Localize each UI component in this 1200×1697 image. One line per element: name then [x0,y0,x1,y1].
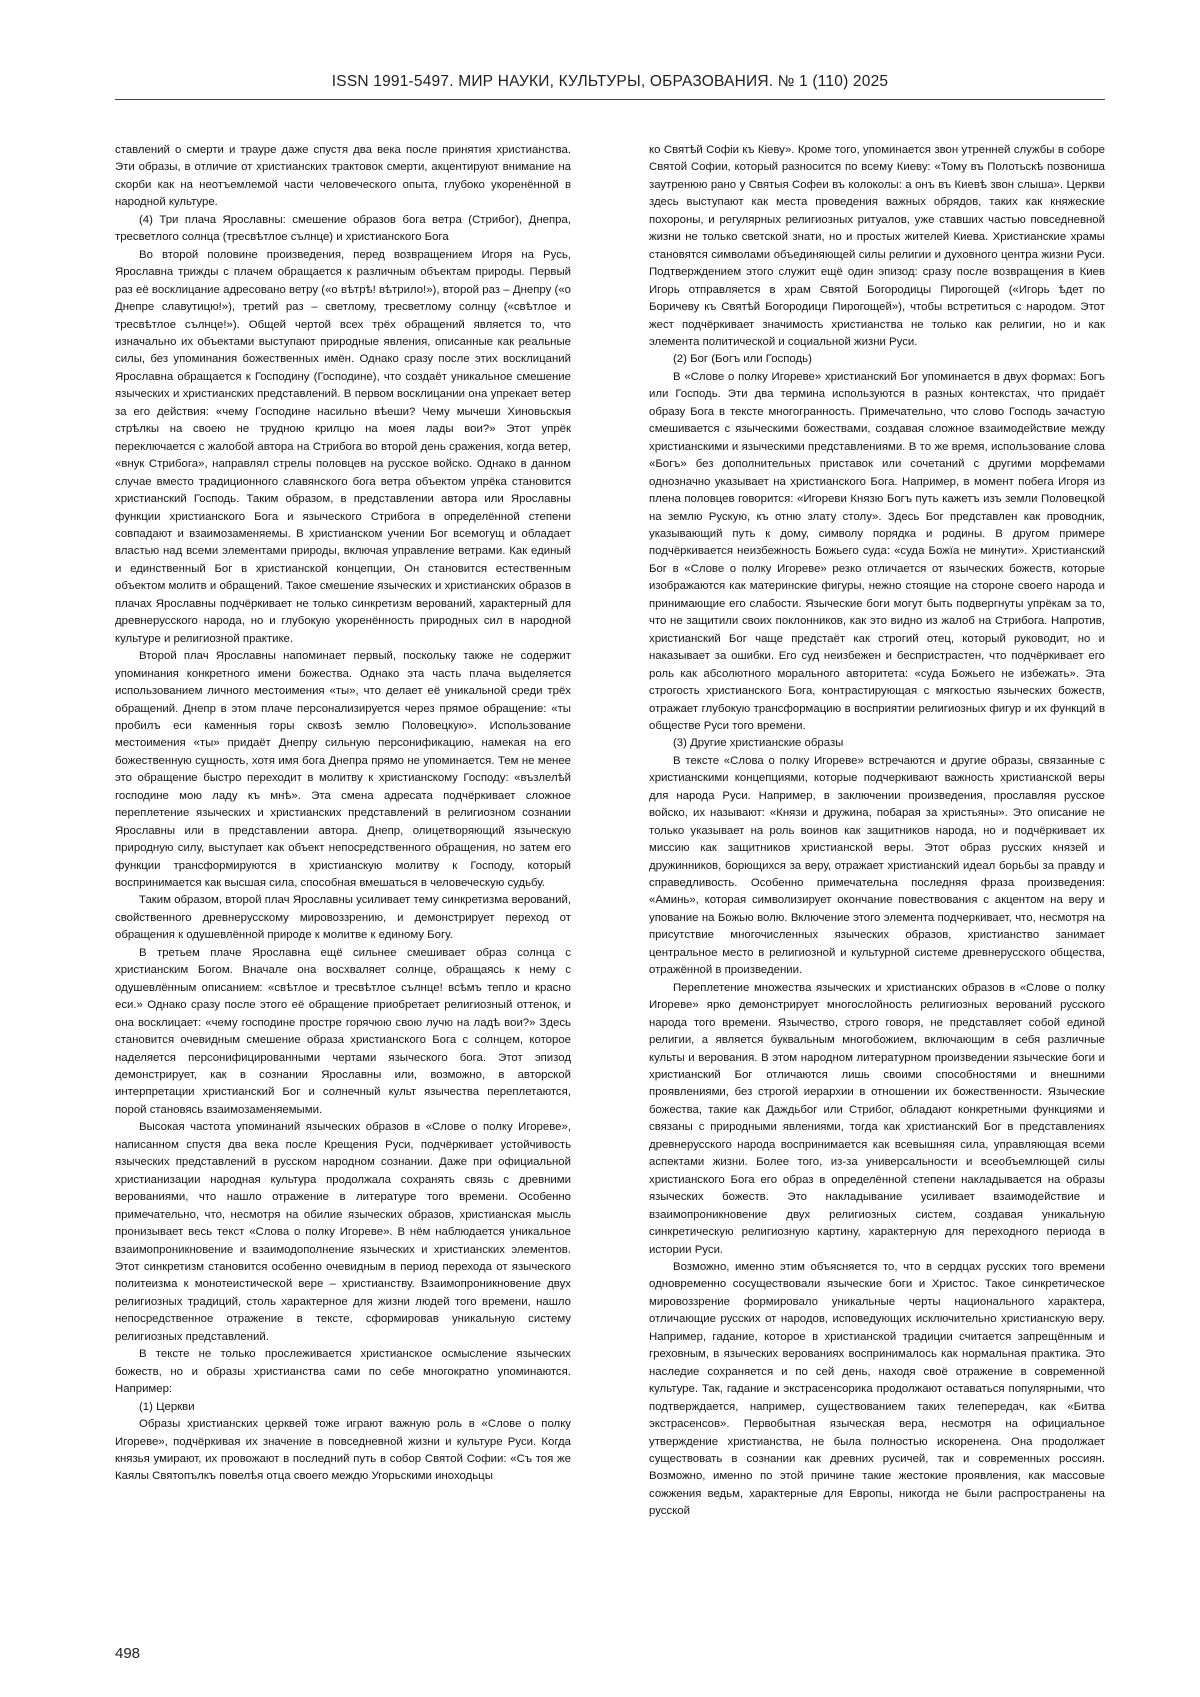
paragraph: Образы христианских церквей тоже играют важную роль в «Слове о полку Игореве», подчёркивая их значение в повседневной жизни и культуре Руси. Когда князья умирают, их провожают в последний путь в собор Святой Софии: «Съ тоя же Каялы Святопълкъ повелѣя отца своего междю Угорьскими иноходьцы [115,1418,571,1483]
paragraph: Высокая частота упоминаний языческих образов в «Слове о полку Игореве», написанном спустя два века после Крещения Руси, подчёркивает устойчивость языческих представлений в русском народном сознании. Даже при официальной христианизации народная культура продолжала сохранять связь с древними верованиями, что нашло отражение в литературе того времени. Особенно примечательно, что, несмотря на обилие языческих образов, христианская мысль пронизывает весь текст «Слова о полку Игореве». В нём наблюдается уникальное взаимопроникновение и взаимодополнение языческих и христианских элементов. Этот синкретизм становится особенно очевидным в период перехода от языческого политеизма к монотеистической вере – христианству. Взаимопроникновение двух религиозных традиций, столь характерное для жизни людей того времени, нашло непосредственное отражение в тексте, сформировав уникальную систему религиозных представлений. [115,1121,571,1343]
paragraph: В «Слове о полку Игореве» христианский Бог упоминается в двух формах: Богъ или Господь. Эти два термина используются в разных контекстах, что придаёт образу Бога в тексте многогранность. Примечательно, что слово Господь зачастую смешивается с языческими божествами, создавая сложное взаимодействие между христианскими и языческими представлениями. В то же время, использование слова «Богъ» без дополнительных приставок или сочетаний с другими морфемами однозначно указывает на христианского Бога. Например, в момент побега Игоря из плена половцев говорится: «Игореви Князю Богъ путь кажетъ изъ земли Половецкой на землю Рускую, къ отню злату столу». Здесь Бог представлен как проводник, указывающий путь к дому, символу порядка и родины. В другом примере подчёркивается неизбежность Божьего суда: «суда Божïа не минути». Христианский Бог в «Слове о полку Игореве» резко отличается от языческих божеств, которые изображаются как материнские фигуры, нежно стоящие на стороне своего народа и принимающие его слабости. Языческие боги могут быть подвергнуты упрёкам за то, что не защитили своих поклонников, как это видно из жалоб на Стрибога. Напротив, христианский Бог чаще предстаёт как строгий отец, который руководит, но и наказывает за ошибки. Его суд неизбежен и беспристрастен, что подчёркивает его роль как абсолютного морального авторитета: «суда Божьего не избежать». Эта строгость христианского Бога, контрастирующая с мягкостью языческих божеств, отражает глубокую трансформацию в восприятии религиозных фигур и их функций в обществе Руси того времени. [649,370,1105,732]
section-heading: (1) Церкви [139,1400,195,1413]
paragraph: ставлений о смерти и трауре даже спустя два века после принятия христианства. Эти образы, в отличие от христианских трактовок смерти, акцентируют внимание на скорби как на неотъемлемой части человеческого опыта, глубоко укоренённой в народной культуре. [115,144,571,209]
paragraph: ко Святѣй Софіи къ Кіеву». Кроме того, упоминается звон утренней службы в соборе Святой Софии, который разносится по всему Киеву: «Тому въ Полотьскѣ позвонишa заутренюю рано у Святыя Софеи въ колоколы: а онъ въ Киевѣ звон слыша». Церкви здесь выступают как места проведения важных обрядов, таких как княжеские похороны, и регулярных религиозных ритуалов, уже ставших частью повседневной жизни не только светской знати, но и простых жителей Киева. Христианские храмы становятся символами объединяющей силы религии и духовного центра жизни Руси. Подтверждением этого служит ещё один эпизод: сразу после возвращения в Киев Игорь отправляется в храм Святой Богородицы Пирогощей («Игорь ѣдет по Боричеву къ Святѣй Богородици Пирогощей»), чтобы встретиться с народом. Этот жест подчёркивает значимость христианства не только как религии, но и как элемента политической и социальной жизни Руси. [649,144,1105,348]
paragraph: Во второй половине произведения, перед возвращением Игоря на Русь, Ярославна трижды с плачем обращается к различным объектам природы. Первый раз её восклицание адресовано ветру («о вѣтрѣ! вѣтрило!»), второй раз – Днепру («о Днепре славутицю!»), третий раз – светлому, тресветлому солнцу («свѣтлое и тресвѣтлое сълнце!»). Общей чертой всех трёх обращений является то, что изначально их объектами выступают природные явления, описанные как реальные силы, без упоминания божественных имён. Однако сразу после этих восклицаний Ярославна обращается к Господину (Господине), что создаёт уникальное смешение языческих и христианских представлений. В первом восклицании она упрекает ветер за его действия: «чему Господине насильно вѣеши? Чему мычеши Хиновьскыя стрѣлкы на своею не трудною крилцю на моея лады вои?» Этот упрёк переключается с жалобой автора на Стрибога во второй день сражения, когда ветер, «внук Стрибога», направлял стрелы половцев на русское войско. Однако в данном случае вместо традиционного славянского бога ветра объектом упрёка становится христианский Господь. Таким образом, в представлении автора или Ярославны функции христианского Бога и языческого Стрибога в определённой степени совпадают и взаимозаменяемы. В христианском учении Бог всемогущ и обладает властью над всеми элементами природы, включая управление ветрами. Как единый и единственный Бог в христианской концепции, Он становится естественным объектом молитв и обращений. Такое смешение языческих и христианских образов в плачах Ярославны подчёркивает не только синкретизм верований, характерный для древнерусского народа, но и глубокую укоренённость природных сил в народной культуре и религиозной практике. [115,248,571,645]
page-number: 498 [115,1645,141,1662]
left-column [115,142,571,1486]
paragraph: Переплетение множества языческих и христианских образов в «Слове о полку Игореве» ярко демонстрирует многослойность религиозных верований русского народа того времени. Язычество, строго говоря, не представляет собой единой религии, а является буквальным многобожием, включающим в себя различные культы и верования. В этом народном литературном произведении языческие боги и христианский Бог отличаются лишь своими способностями и внешними проявлениями, без строгой иерархии в отношении их божественности. Языческие божества, такие как Даждьбог или Стрибог, обладают конкретными функциями и связаны с природными явлениями, тогда как христианский Бог в представлениях древнерусского народа воспринимается как всевышняя сила, управляющая всеми аспектами жизни. Более того, из-за универсальности и всеобъемлющей силы христианского Бога его образ в определённой степени накладывается на образы языческих божеств. Это накладывание усиливает взаимодействие и взаимопроникновение двух религиозных систем, создавая уникальную синкретическую религиозную картину, характерную для переходного периода в истории Руси. [649,981,1105,1256]
right-column [649,142,1105,1521]
paragraph: Таким образом, второй плач Ярославны усиливает тему синкретизма верований, свойственного древнерусскому мировоззрению, и демонстрирует переход от обращения к одушевлённой природе к молитве к единому Богу. [115,894,571,942]
paragraph: В тексте не только прослеживается христианское осмысление языческих божеств, но и образы христианства сами по себе многократно упоминаются. Например: [115,1348,571,1396]
paragraph: В тексте «Слова о полку Игореве» встречаются и другие образы, связанные с христианскими концепциями, которые подчеркивают важность христианской веры для народа Руси. Например, в заключении произведения, прославляя русское войско, их называют: «Князи и дружина, побарая за христьяны». Это описание не только указывает на роль воинов как защитников народа, но и подчёркивает их миссию как защитников христианской веры. Этот образ русских князей и дружинников, борющихся за веру, отражает христианский идеал борьбы за правду и справедливость. Особенно примечательна последняя фраза произведения: «Аминь», которая символизирует окончание повествования с акцентом на веру и упование на Божью волю. Включение этого элемента подчеркивает, что, несмотря на присутствие многочисленных языческих образов, христианство занимает центральное место в религиозной и культурной системе древнерусского общества, отражённой в произведении. [649,754,1105,977]
section-heading: (3) Другие христианские образы [673,737,844,750]
paragraph: Второй плач Ярославны напоминает первый, поскольку также не содержит упоминания конкретного имени божества. Однако эта часть плача выделяется использованием личного местоимения «ты», что делает её уникальной среди трёх обращений. Днепр в этом плаче персонализируется через прямое обращение: «ты пробилъ еси каменныя горы сквозѣ землю Половецкую». Использование местоимения «ты» придаёт Днепру сильную персонификацию, намекая на его божественную сущность, хотя имя бога Днепра прямо не упоминается. Тем не менее это обращение быстро переходит в молитву к христианскому Господу: «възлелѣй господине мою ладу къ мнѣ». Эта смена адресата подчёркивает сложное переплетение языческих и христианских представлений в религиозном сознании Ярославны или в представлении автора. Днепр, олицетворяющий языческую природную силу, выступает как объект непосредственного обращения, но затем его функции трансформируются в христианскую молитву к Господу, который воспринимается как высшая сила, способная вмешаться в человеческую судьбу. [115,650,571,890]
paragraph: В третьем плаче Ярославна ещё сильнее смешивает образ солнца с христианским Богом. Вначале она восхваляет солнце, обращаясь к нему с одушевлённым описанием: «свѣтлое и тресвѣтлое сълнце! всѣмъ тепло и красно еси.» Однако сразу после этого её обращение приобретает религиозный оттенок, и она восклицает: «чему господине простре горячюю свою лучю на ладѣ вои?» Здесь становится очевидным смешение образа христианского Бога с солнцем, которое наделяется персонифицированными чертами языческого бога. Этот эпизод демонстрирует, как в сознании Ярославны или, возможно, в авторской интерпретации христианский Бог и солнечный культ язычества переплетаются, порой становясь взаимозаменяемыми. [115,946,571,1116]
paragraph: Возможно, именно этим объясняется то, что в сердцах русских того времени одновременно сосуществовали языческие боги и Христос. Такое синкретическое мировоззрение формировало уникальные черты национального характера, отличающие русских от народов, исповедующих исключительно христианскую веру. Например, гадание, которое в христианской традиции считается запрещённым и греховным, в языческих верованиях воспринималось как нормальная практика. Это наследие сохраняется и по сей день, находя своё отражение в современной культуре. Так, гадание и экстрасенсорика продолжают оставаться популярными, что подтверждается, например, существованием таких телепередач, как «Битва экстрасенсов». Первобытная языческая вера, несмотря на официальное утверждение христианства, не была полностью искоренена. Она продолжает существовать в сознании как древних русичей, так и современных россиян. Возможно, именно по этой причине такие жестокие проявления, как массовые сожжения ведьм, характерные для Европы, никогда не были распространены на русской [649,1261,1105,1518]
running-header: ISSN 1991-5497. МИР НАУКИ, КУЛЬТУРЫ, ОБРАЗОВАНИЯ. № 1 (110) 2025 [331,73,889,90]
header-rule [115,99,1105,100]
section-heading: (2) Бог (Богъ или Господь) [673,353,812,366]
section-heading: (4) Три плача Ярославны: смешение образов бога ветра (Стрибог), Днепра, тресветлого солнца (тресвѣтлое сълнце) и христианского Бога [115,213,571,244]
